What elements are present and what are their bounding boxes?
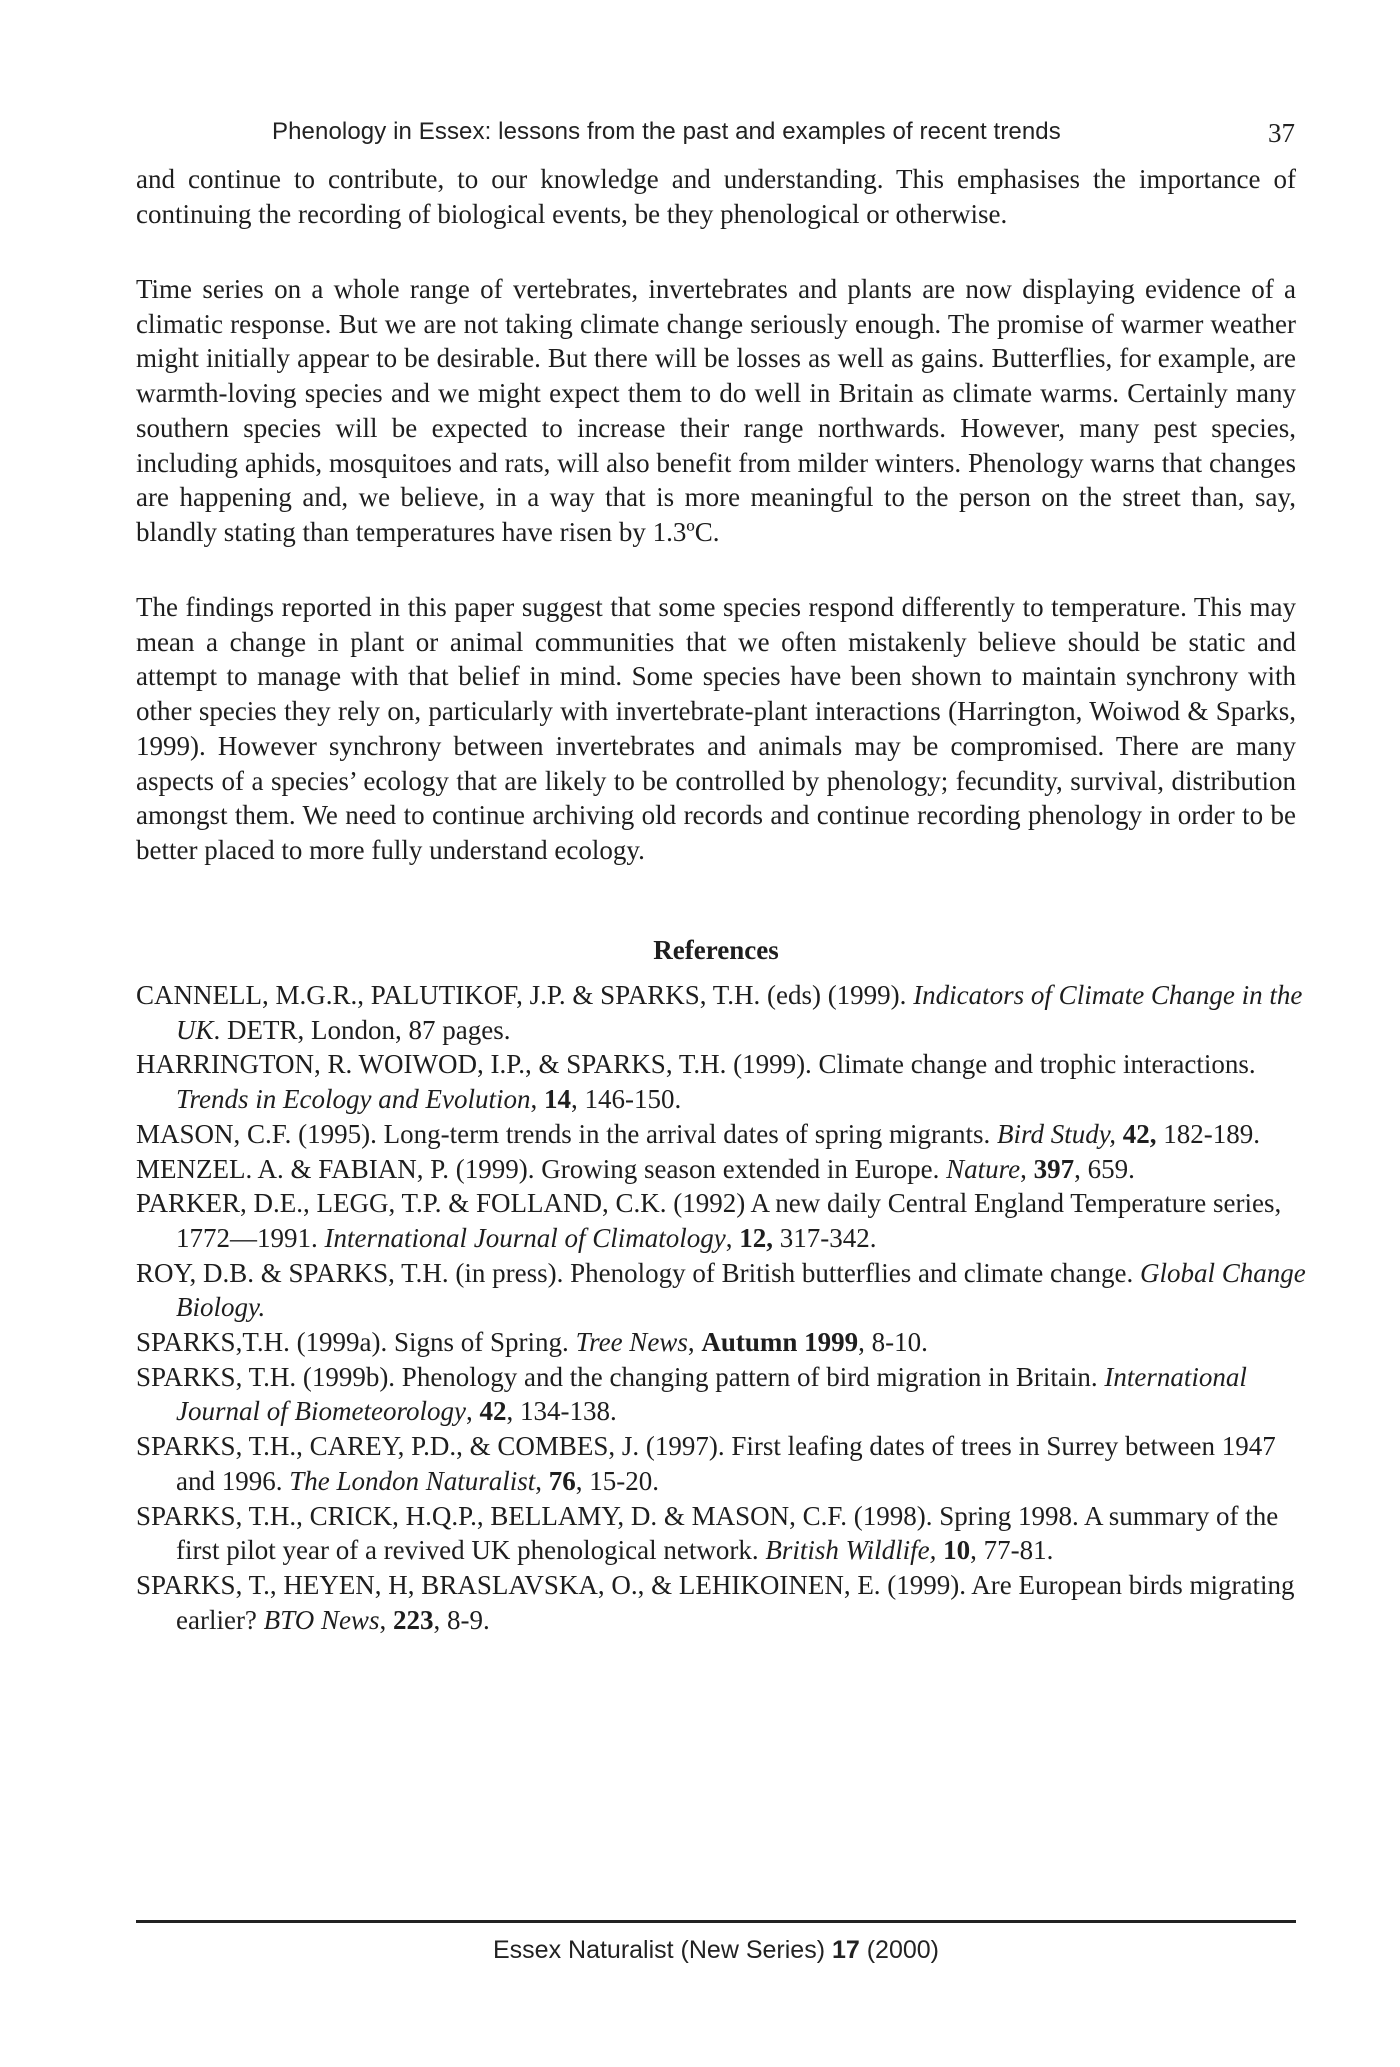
running-header: Phenology in Essex: lessons from the past and examples of recent trends: [272, 118, 1061, 145]
page-number: 37: [1268, 118, 1295, 148]
page-footer: Essex Naturalist (New Series) 17 (2000): [492, 1936, 939, 1964]
reference-item: CANNELL, M.G.R., PALUTIKOF, J.P. & SPARKS, T.H. (eds) (1999). Indicators of Climate Change in the UK. DETR, London, 87 pages.: [136, 980, 1303, 1045]
reference-item: SPARKS,T.H. (1999a). Signs of Spring. Tree News, Autumn 1999, 8-10.: [136, 1327, 928, 1358]
reference-item: SPARKS, T., HEYEN, H, BRASLAVSKA, O., & LEHIKOINEN, E. (1999). Are European birds migrating earlier? BTO News, 223, 8-9.: [136, 1569, 1295, 1635]
reference-item: MENZEL. A. & FABIAN, P. (1999). Growing season extended in Europe. Nature, 397, 659.: [136, 1153, 1135, 1184]
references-heading: References: [653, 935, 779, 965]
body-paragraph: and continue to contribute, to our knowledge and understanding. This emphasises the importance of continuing the recording of biological events, be they phenological or otherwise.: [136, 164, 1296, 229]
footer-divider: [136, 1920, 1296, 1923]
reference-item: SPARKS, T.H., CRICK, H.Q.P., BELLAMY, D. & MASON, C.F. (1998). Spring 1998. A summary of the first pilot year of a revived UK phenological network. British Wildlife, 10, 77-81.: [136, 1500, 1279, 1566]
reference-item: ROY, D.B. & SPARKS, T.H. (in press). Phenology of British butterflies and climate change. Global Change Biology.: [136, 1257, 1306, 1323]
body-paragraph: Time series on a whole range of vertebrates, invertebrates and plants are now displaying evidence of a climatic response. But we are not taking climate change seriously enough. The promise of warmer weather might initially appear to be desirable. But there will be losses as well as gains. Butterflies, for example, are warmth-loving species and we might expect them to do well in Britain as climate warms. Certainly many southern species will be expected to increase their range northwards. However, many pest species, including aphids, mosquitoes and rats, will also benefit from milder winters. Phenology warns that changes are happening and, we believe, in a way that is more meaningful to the person on the street than, say, blandly stating than temperatures have risen by 1.3ºC.: [136, 274, 1296, 547]
reference-item: PARKER, D.E., LEGG, T.P. & FOLLAND, C.K. (1992) A new daily Central England Temperature series, 1772—1991. International Journal of Climatology, 12, 317-342.: [136, 1188, 1282, 1253]
reference-item: SPARKS, T.H. (1999b). Phenology and the changing pattern of bird migration in Britain. International Journal of Biometeorology, 42, 134-138.: [136, 1361, 1247, 1427]
reference-item: SPARKS, T.H., CAREY, P.D., & COMBES, J. (1997). First leafing dates of trees in Surrey between 1947 and 1996. The London Naturalist, 76, 15-20.: [136, 1431, 1276, 1496]
reference-item: HARRINGTON, R. WOIWOD, I.P., & SPARKS, T.H. (1999). Climate change and trophic interactions. Trends in Ecology and Evolution, 14, 146-150.: [136, 1049, 1256, 1115]
reference-item: MASON, C.F. (1995). Long-term trends in the arrival dates of spring migrants. Bird Study, 42, 182-189.: [136, 1118, 1260, 1149]
body-paragraph: The findings reported in this paper suggest that some species respond differently to temperature. This may mean a change in plant or animal communities that we often mistakenly believe should be static and attempt to manage with that belief in mind. Some species have been shown to maintain synchrony with other species they rely on, particularly with invertebrate-plant interactions (Harrington, Woiwod & Sparks, 1999). However synchrony between invertebrates and animals may be compromised. There are many aspects of a species’ ecology that are likely to be controlled by phenology; fecundity, survival, distribution amongst them. We need to continue archiving old records and continue recording phenology in order to be better placed to more fully understand ecology.: [136, 592, 1296, 865]
reference-list: [136, 978, 1306, 1637]
